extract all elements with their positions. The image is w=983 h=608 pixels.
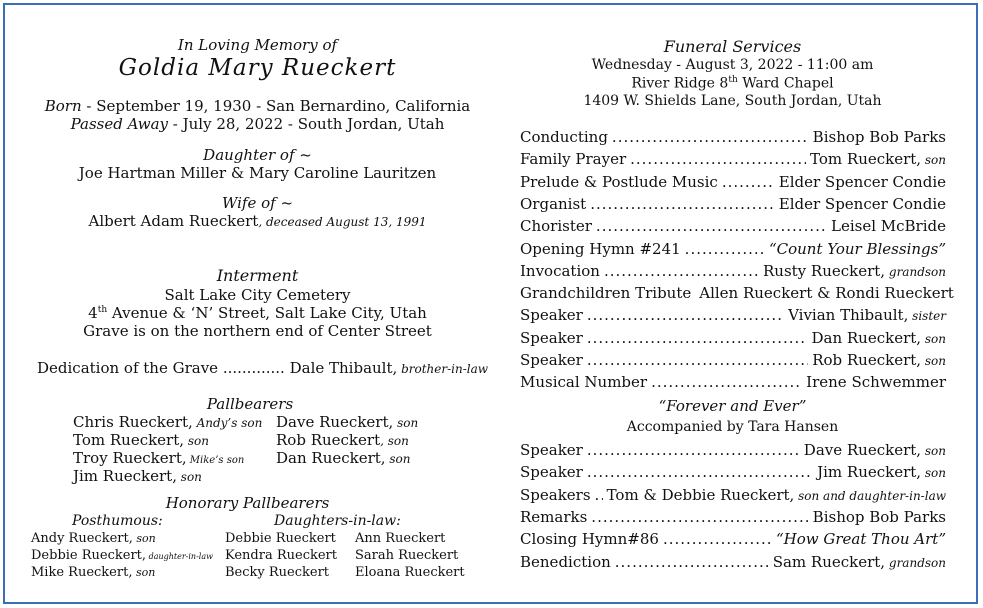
performer-role: son: [921, 466, 946, 481]
pallbearer-role: , son: [380, 434, 409, 448]
pallbearer-name: Troy Rueckert,: [73, 449, 187, 467]
daughter-in-law: Kendra Rueckert: [225, 548, 337, 563]
program-item: [520, 195, 946, 213]
program-item-performer: [607, 486, 946, 504]
wife-of-label: Wife of ~: [221, 194, 294, 212]
program-item-label: Invocation: [520, 261, 600, 280]
program-item-label: Benediction: [520, 552, 611, 571]
cemetery: Salt Lake City Cemetery: [164, 286, 351, 304]
pallbearer-name: Chris Rueckert,: [73, 413, 193, 431]
dedication-line: [37, 359, 488, 377]
program-item-performer: [813, 128, 946, 146]
accompanied-by: Accompanied by Tara Hansen: [626, 419, 839, 435]
performer-name: Elder Spencer Condie: [778, 194, 946, 213]
daughter-in-law: Eloana Rueckert: [355, 565, 465, 580]
leader-dots: [590, 195, 775, 213]
daughter-in-law: Becky Rueckert: [225, 565, 330, 580]
leader-dots: [591, 508, 808, 526]
posthumous-name: Andy Rueckert,: [31, 531, 133, 546]
performer-name: Rusty Rueckert,: [762, 261, 886, 280]
posthumous-item: [31, 531, 156, 546]
pallbearers-heading: Pallbearers: [206, 395, 294, 413]
born-text: - September 19, 1930 - San Bernardino, California: [81, 97, 471, 115]
program-item-performer: [817, 463, 946, 481]
program-item-label: Closing Hymn#86: [520, 530, 659, 549]
honorary-heading: Honorary Pallbearers: [165, 494, 330, 512]
leader-dots: [587, 351, 808, 369]
performer-role: son: [921, 331, 946, 346]
program-item: [520, 530, 946, 548]
daughters-label: Daughters-in-law:: [274, 513, 401, 529]
chapel-address: 1409 W. Shields Lane, South Jordan, Utah: [583, 93, 882, 109]
passed-line: [30, 115, 485, 133]
leader-dots: [722, 173, 775, 191]
daughter-in-law: Ann Rueckert: [355, 531, 446, 546]
leader-dots: [604, 262, 759, 280]
leader-dots: [595, 486, 603, 504]
program-item-performer: [811, 329, 946, 347]
daughter-in-law: Debbie Rueckert: [225, 531, 336, 546]
program-item: [520, 284, 954, 303]
program-item: [520, 217, 946, 235]
pallbearer-role: son: [385, 452, 411, 466]
program-item-performer: [773, 553, 946, 571]
program-item-label: Conducting: [520, 128, 608, 146]
program-item-performer: [769, 240, 946, 258]
program-item-performer: [779, 173, 946, 191]
services-heading: Funeral Services: [663, 37, 802, 56]
grave-note: Grave is on the northern end of Center Street: [83, 322, 432, 340]
performer-role: son: [921, 354, 946, 368]
leader-dots: [630, 150, 806, 168]
chapel-name: River Ridge 8: [631, 75, 729, 92]
program-item-label: Musical Number: [520, 373, 648, 392]
program-item-performer: [812, 351, 946, 369]
chapel: [500, 75, 965, 92]
program-item-performer: [779, 195, 946, 213]
leader-dots: [587, 306, 784, 324]
address-rest: Avenue & ‘N’ Street, Salt Lake City, Utah: [107, 304, 427, 322]
program-item: [520, 553, 946, 571]
program-item-performer: [813, 508, 946, 526]
memory-line: In Loving Memory of: [177, 36, 338, 54]
performer-name: Rob Rueckert,: [812, 351, 922, 369]
program-item-label: Family Prayer: [520, 150, 627, 169]
performer-role: son: [921, 153, 946, 168]
born-line: [30, 97, 485, 115]
program-item: [520, 306, 946, 324]
husband-name: Albert Adam Rueckert: [88, 212, 259, 230]
musical-title: “Forever and Ever”: [658, 397, 807, 415]
program-item: [520, 128, 946, 146]
program-item: [520, 173, 946, 191]
program-item-performer: [788, 306, 946, 324]
performer-role: son and daughter-in-law: [794, 488, 946, 503]
chapel-suffix: th: [728, 75, 738, 85]
performer-role: grandson: [885, 264, 946, 279]
program-item-performer: [763, 262, 946, 280]
performer-name: Dave Rueckert,: [803, 441, 922, 459]
posthumous-item: [31, 548, 213, 563]
posthumous-name: Mike Rueckert,: [31, 565, 133, 580]
pallbearer: [276, 413, 418, 431]
performer-role: sister: [908, 309, 946, 324]
performer-name: Jim Rueckert,: [817, 463, 922, 482]
program-item: [520, 463, 946, 481]
leader-dots: [587, 441, 800, 459]
pallbearer-role: son: [176, 470, 202, 484]
daughter-in-law: Sarah Rueckert: [355, 548, 459, 563]
performer-role: grandson: [885, 555, 946, 570]
performer-name: Leisel McBride: [830, 217, 946, 236]
leader-dots: [612, 128, 809, 146]
pallbearer-role: Mike’s son: [186, 455, 245, 466]
program-item-label: Speaker: [520, 463, 583, 482]
posthumous-role: son: [132, 566, 156, 579]
dedication-label: Dedication of the Grave .............: [37, 359, 285, 377]
program-item: [520, 240, 946, 258]
leader-dots: [587, 463, 813, 481]
leader-dots: [651, 373, 802, 391]
service-date: Wednesday - August 3, 2022 - 11:00 am: [591, 57, 874, 73]
program-item-label: Speakers: [520, 485, 591, 504]
husband-note: , deceased August 13, 1991: [258, 215, 427, 229]
program-item: [520, 373, 946, 391]
leader-dots: [663, 530, 772, 548]
performer-name: Irene Schwemmer: [806, 373, 946, 392]
pallbearer: [276, 449, 411, 467]
performer-role: son: [921, 444, 946, 458]
performer-name: Dan Rueckert,: [811, 328, 922, 347]
daughter-of-label: Daughter of ~: [203, 146, 312, 164]
program-item-label: Speaker: [520, 328, 583, 347]
leader-dots: [615, 553, 769, 571]
performer-name: Vivian Thibault,: [788, 306, 909, 325]
pallbearer-name: Tom Rueckert,: [73, 431, 185, 449]
address-suffix: th: [97, 305, 108, 315]
pallbearer: [73, 431, 209, 449]
pallbearer: [73, 413, 262, 431]
posthumous-item: [31, 565, 155, 580]
program-item: [520, 329, 946, 347]
program-item-label: Speaker: [520, 351, 583, 369]
program-item-performer: [804, 441, 946, 459]
program-item-performer: [806, 373, 946, 391]
deceased-name: Goldia Mary Rueckert: [118, 55, 397, 81]
pallbearer-name: Dave Rueckert,: [276, 413, 394, 431]
performer-name: Tom & Debbie Rueckert,: [606, 485, 795, 504]
program-item-label: Speaker: [520, 441, 583, 459]
program-item: [520, 441, 946, 459]
program-item-performer: [699, 284, 954, 302]
posthumous-name: Debbie Rueckert,: [31, 548, 147, 563]
performer-name: “How Great Thou Art”: [776, 530, 946, 549]
program-item-performer: [776, 530, 946, 548]
program-item-performer: [810, 150, 946, 168]
leader-dots: [596, 217, 827, 235]
performer-name: Allen Rueckert & Rondi Rueckert: [699, 284, 954, 303]
pallbearer: [73, 449, 244, 467]
parents: Joe Hartman Miller & Mary Caroline Lauritzen: [78, 164, 437, 182]
program-item-label: Organist: [520, 194, 587, 213]
pallbearer-role: son: [393, 416, 419, 430]
performer-name: Bishop Bob Parks: [812, 128, 946, 146]
program-item-performer: [831, 217, 946, 235]
husband-line: [30, 212, 485, 230]
program-item-label: Opening Hymn #241: [520, 239, 681, 258]
born-label: Born: [44, 97, 82, 115]
address-number: 4: [88, 304, 98, 322]
performer-name: Bishop Bob Parks: [812, 507, 946, 526]
pallbearer: [73, 467, 202, 485]
chapel-name-rest: Ward Chapel: [737, 75, 834, 92]
passed-label: Passed Away: [70, 115, 169, 133]
leader-dots: [685, 240, 765, 258]
program-item-label: Chorister: [520, 217, 592, 236]
dedication-role: brother-in-law: [397, 362, 489, 376]
pallbearer-role: son: [184, 434, 209, 448]
cemetery-address: [30, 304, 485, 322]
leader-dots: [587, 329, 808, 347]
program-item: [520, 351, 946, 369]
performer-name: Tom Rueckert,: [810, 150, 922, 169]
program-item: [520, 508, 946, 526]
program-item: [520, 486, 946, 504]
pallbearer-name: Jim Rueckert,: [73, 467, 177, 485]
posthumous-role: daughter-in-law: [146, 552, 213, 561]
posthumous-role: son: [132, 532, 156, 545]
program-item: [520, 262, 946, 280]
program-item-label: Grandchildren Tribute: [520, 284, 692, 303]
pallbearer-name: Dan Rueckert,: [276, 449, 386, 467]
pallbearer-name: Rob Rueckert: [276, 431, 381, 449]
program-item-label: Speaker: [520, 306, 583, 325]
dedication-name: Dale Thibault,: [284, 359, 398, 377]
passed-text: - July 28, 2022 - South Jordan, Utah: [168, 115, 445, 133]
program-item: [520, 150, 946, 168]
performer-name: “Count Your Blessings”: [768, 239, 946, 258]
performer-name: Elder Spencer Condie: [778, 172, 946, 191]
posthumous-label: Posthumous:: [72, 513, 163, 529]
pallbearer: [276, 431, 409, 449]
performer-name: Sam Rueckert,: [772, 552, 886, 571]
pallbearer-role: Andy’s son: [192, 416, 263, 430]
program-item-label: Remarks: [520, 507, 588, 526]
program-item-label: Prelude & Postlude Music: [520, 172, 718, 191]
interment-heading: Interment: [216, 266, 299, 285]
